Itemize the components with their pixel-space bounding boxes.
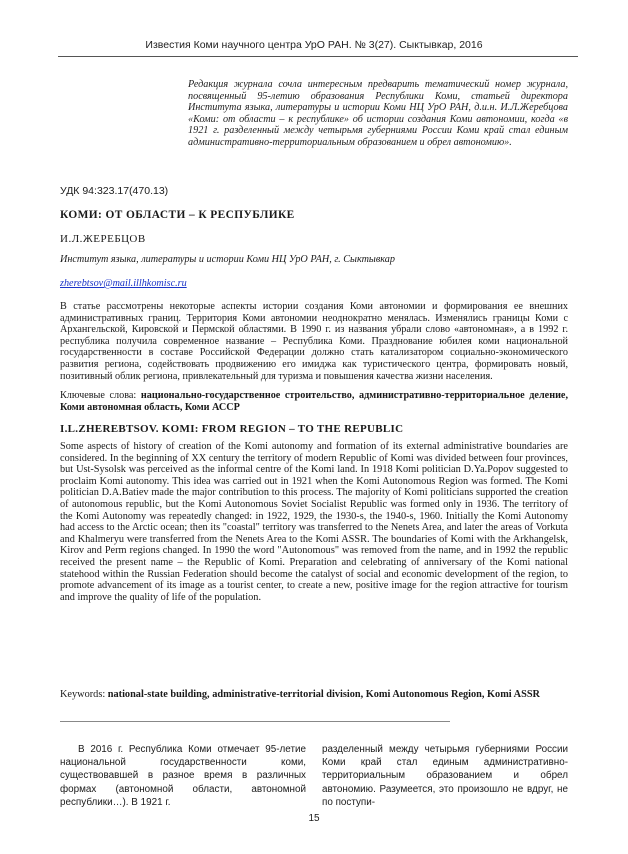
page-number: 15: [308, 813, 320, 824]
body-column-right: разделенный между четырьмя губерниями России Коми край стал единым административно-территориальным образованием и обрел автономию. Разумеется, это произошло не вдруг, не по поступи-: [322, 744, 568, 808]
header-divider: [58, 56, 578, 57]
keywords-en-text: national-state building, administrative-territorial division, Komi Autonomous Region, Komi ASSR: [107, 689, 540, 700]
abstract-ru: В статье рассмотрены некоторые аспекты истории создания Коми автономии и формирования ее внешних административных границ. Территория Коми автономии неоднократно менялась. Изменялись границы Коми с Архангельской, Кировской и Пермской областями. В 1990 г. из названия убрали слово «автономная», а в 1992 г. республика получила современное название – Республика Коми. Празднование юбилея коми национальной государственности в составе Российской Федерации должно стать катализатором социально-экономического развития региона, содействовать продвижению его имиджа как туристического центра, формировать новый, позитивный облик региона, привлекательный для туризма и повышения качества жизни населения.: [60, 301, 568, 382]
article-title-en: I.L.ZHEREBTSOV. KOMI: FROM REGION – TO THE REPUBLIC: [60, 423, 404, 435]
article-title: КОМИ: ОТ ОБЛАСТИ – К РЕСПУБЛИКЕ: [60, 209, 295, 221]
abstract-en: Some aspects of history of creation of the Komi autonomy and formation of its external administrative boundaries are considered. In the beginning of XX century the territory of modern Republic of Komi was divided between four provinces, but Ust-Sysolsk was perceived as the informal centre of the Komi land. In 1918 Komi politician D.Ya.Popov suggested to proclaim Komi autonomy. This idea was carried out in 1921 when the Komi Autonomous Region was formed. The Komi politician D.A.Batiev made the major contribution to this process. The majority of Komi politicians supported the creation of autonomous republic, but the Komi Autonomous Soviet Socialist Republic was formed only in 1936. The territory of the Komi Autonomy was repeatedly changed: in 1922, 1929, the 1930-s, the 1940-s, 1960. Initially the Komi Autonomy had access to the Arctic ocean; then its "coastal" territory was transferred to the Nenets Area, and later the areas of Vorkuta and Khalmeryu were transferred from the Nenets Area to the Komi ASSR. The boundaries of Komi with the Arkhangelsk, Kirov and Perm regions changed. In 1990 the word "Autonomous" was removed from the name, and in 1992 the republic received the present name – the Republic of Komi. Preparation and celebrating of anniversary of the Komi national statehood within the Russian Federation should become the catalyst of social and economic development of the region, to promote advancement of its image as a tourist center, to create a new, positive image for the region attractive for tourism and improve the quality of life of the population.: [60, 441, 568, 603]
keywords-ru-text: национально-государственное строительство, административно-территориальное деление, Коми автономная область, Коми АССР: [60, 390, 569, 413]
keywords-ru: [60, 390, 568, 413]
author-email-link[interactable]: zherebtsov@mail.illhkomisc.ru: [60, 278, 187, 289]
author-name: И.Л.ЖЕРЕБЦОВ: [60, 233, 146, 245]
keywords-en: [60, 689, 568, 701]
editor-note: Редакция журнала сочла интересным предварить тематический номер журнала, посвященный 95-летию образования Республики Коми, статьей директора Института языка, литературы и истории Коми НЦ УрО РАН, д.и.н. И.Л.Жеребцова «Коми: от области – к республике» об истории создания Коми автономии, когда «в 1921 г. разделенный между четырьмя губерниями России Коми край стал единым административно-территориальным образованием и обрел автономию».: [188, 79, 568, 148]
journal-header: Известия Коми научного центра УрО РАН. № 3(27). Сыктывкар, 2016: [145, 39, 483, 51]
author-affiliation: Институт языка, литературы и истории Коми НЦ УрО РАН, г. Сыктывкар: [60, 254, 395, 265]
section-divider: [60, 721, 450, 722]
udk-code: УДК 94:323.17(470.13): [60, 185, 169, 197]
keywords-en-label: Keywords:: [60, 689, 106, 700]
keywords-ru-label: Ключевые слова:: [60, 390, 137, 401]
body-column-left: В 2016 г. Республика Коми отмечает 95-летие национальной государственности коми, существовавшей в разное время в различных формах (автономной области, автономной республики…). В 1921 г.: [60, 744, 306, 808]
